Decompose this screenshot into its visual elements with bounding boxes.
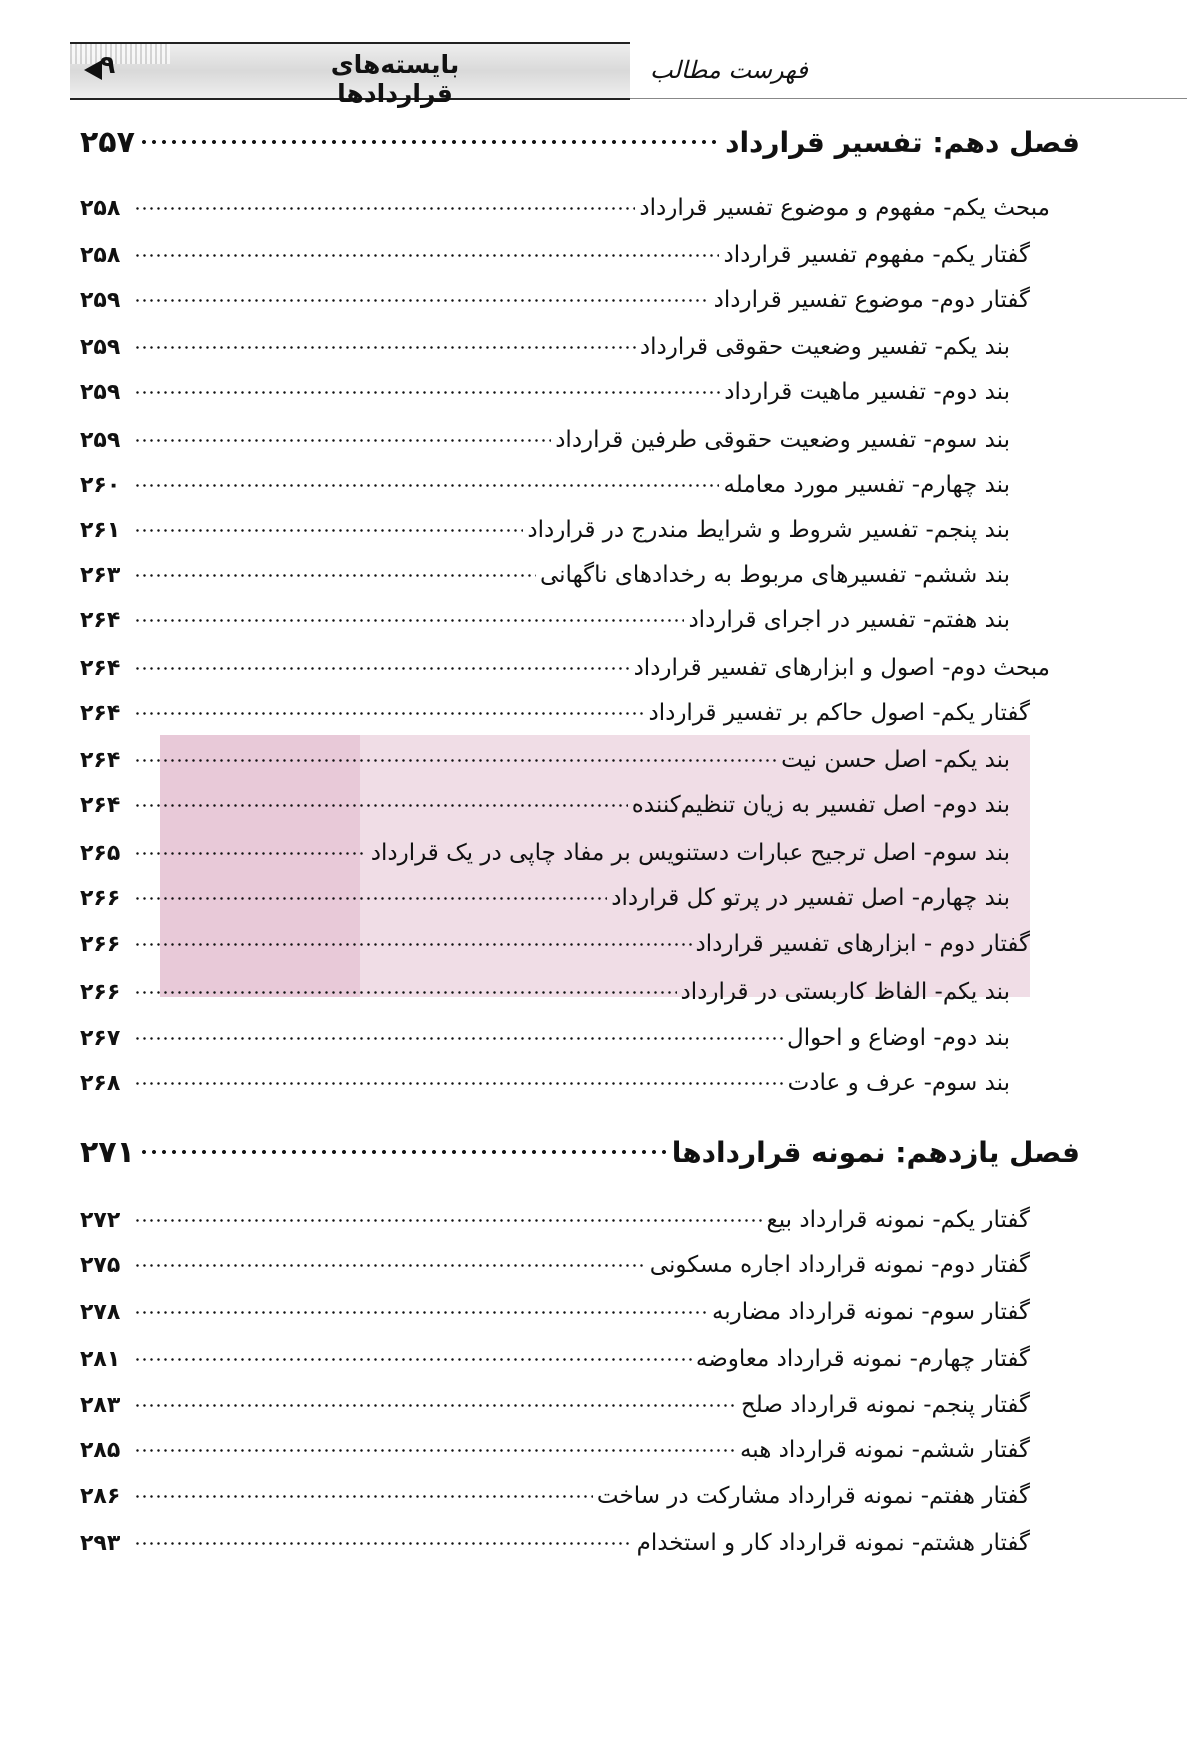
toc-entry [80, 924, 1080, 964]
dot-leader [134, 1079, 784, 1087]
entry-page-number: ۲۶۴ [80, 655, 121, 681]
dot-leader [134, 756, 777, 764]
dot-leader [134, 988, 677, 996]
toc-entry [80, 420, 1080, 460]
entry-title: گفتار دوم- موضوع تفسیر قرارداد [713, 287, 1030, 313]
toc-entry [80, 372, 1080, 412]
entry-title: گفتار سوم- نمونه قرارداد مضاربه [711, 1299, 1030, 1325]
entry-title: بند یکم- تفسیر وضعیت حقوقی قرارداد [639, 334, 1010, 360]
entry-page-number: ۲۶۳ [80, 562, 121, 588]
entry-page-number: ۲۹۳ [80, 1530, 121, 1556]
entry-page-number: ۲۸۳ [80, 1392, 121, 1418]
entry-title: بند سوم- اصل ترجیح عبارات دستنویس بر مفاد چاپی در یک قرارداد [370, 840, 1010, 866]
entry-title: گفتار یکم- نمونه قرارداد بیع [766, 1207, 1030, 1233]
entry-page-number: ۲۷۱ [80, 1134, 135, 1170]
entry-page-number: ۲۶۶ [80, 885, 121, 911]
toc-entry [80, 1018, 1080, 1058]
book-title: بایسته‌های قراردادها [330, 50, 460, 108]
page-number: ۹ [100, 50, 116, 79]
entry-page-number: ۲۶۶ [80, 979, 121, 1005]
dot-leader [134, 1355, 692, 1363]
entry-title: گفتار چهارم- نمونه قرارداد معاوضه [695, 1346, 1030, 1372]
toc-entry [80, 693, 1080, 733]
dot-leader [134, 849, 367, 857]
dot-leader [134, 1539, 633, 1547]
dot-leader [134, 571, 536, 579]
toc-entry [80, 327, 1080, 367]
dot-leader [134, 343, 636, 351]
entry-page-number: ۲۶۴ [80, 747, 121, 773]
dot-leader [134, 388, 720, 396]
entry-page-number: ۲۵۹ [80, 379, 121, 405]
entry-title: گفتار دوم - ابزارهای تفسیر قرارداد [695, 931, 1030, 957]
dot-leader [134, 436, 551, 444]
entry-title: بند یکم- اصل حسن نیت [781, 747, 1010, 773]
entry-title: فصل دهم: تفسیر قرارداد [725, 125, 1080, 159]
toc-entry [80, 1245, 1080, 1285]
entry-title: بند سوم- عرف و عادت [787, 1070, 1010, 1096]
entry-title: گفتار هفتم- نمونه قرارداد مشارکت در ساخت [596, 1483, 1030, 1509]
entry-title: بند هفتم- تفسیر در اجرای قرارداد [688, 607, 1010, 633]
entry-page-number: ۲۶۵ [80, 840, 121, 866]
entry-title: گفتار یکم- مفهوم تفسیر قرارداد [723, 242, 1030, 268]
entry-page-number: ۲۷۵ [80, 1252, 121, 1278]
chapter-heading [80, 1132, 1080, 1172]
entry-page-number: ۲۸۱ [80, 1346, 121, 1372]
dot-leader [134, 204, 635, 212]
entry-title: بند دوم- اصل تفسیر به زیان تنظیم‌کننده [631, 792, 1010, 818]
toc-entry [80, 600, 1080, 640]
entry-page-number: ۲۵۹ [80, 427, 121, 453]
dot-leader [134, 1261, 646, 1269]
dot-leader [134, 894, 607, 902]
dot-leader [134, 1401, 737, 1409]
toc-entry [80, 1339, 1080, 1379]
dot-leader [134, 251, 719, 259]
entry-page-number: ۲۶۱ [80, 517, 121, 543]
entry-page-number: ۲۵۸ [80, 242, 121, 268]
entry-page-number: ۲۵۷ [80, 124, 135, 160]
entry-title: مبحث دوم- اصول و ابزارهای تفسیر قرارداد [633, 655, 1050, 681]
entry-title: گفتار هشتم- نمونه قرارداد کار و استخدام [636, 1530, 1030, 1556]
toc-entry [80, 785, 1080, 825]
dot-leader [134, 664, 630, 672]
dot-leader [134, 296, 710, 304]
entry-page-number: ۲۶۷ [80, 1025, 121, 1051]
entry-title: بند چهارم- اصل تفسیر در پرتو کل قرارداد [611, 885, 1010, 911]
entry-title: بند پنجم- تفسیر شروط و شرایط مندرج در قرارداد [527, 517, 1010, 543]
entry-page-number: ۲۸۵ [80, 1437, 121, 1463]
entry-title: بند چهارم- تفسیر مورد معامله [723, 472, 1010, 498]
dot-leader [134, 526, 523, 534]
toc-entry [80, 1292, 1080, 1332]
toc-entry [80, 188, 1080, 228]
dot-leader [134, 1034, 783, 1042]
entry-page-number: ۲۶۸ [80, 1070, 121, 1096]
toc-entry [80, 972, 1080, 1012]
dot-leader [139, 137, 721, 147]
entry-page-number: ۲۸۶ [80, 1483, 121, 1509]
dot-leader [134, 1216, 762, 1224]
entry-page-number: ۲۶۰ [80, 472, 121, 498]
dot-leader [134, 1492, 593, 1500]
entry-title: گفتار دوم- نمونه قرارداد اجاره مسکونی [649, 1252, 1030, 1278]
running-header [0, 36, 1187, 108]
entry-title: بند دوم- اوضاع و احوال [786, 1025, 1010, 1051]
header-rule [630, 98, 1187, 99]
dot-leader [134, 1308, 708, 1316]
entry-title: بند ششم- تفسیرهای مربوط به رخدادهای ناگهانی [539, 562, 1010, 588]
entry-title: مبحث یکم- مفهوم و موضوع تفسیر قرارداد [639, 195, 1050, 221]
entry-page-number: ۲۶۴ [80, 700, 121, 726]
entry-title: گفتار پنجم- نمونه قرارداد صلح [740, 1392, 1030, 1418]
entry-page-number: ۲۶۶ [80, 931, 121, 957]
toc-entry [80, 280, 1080, 320]
toc-entry [80, 1430, 1080, 1470]
entry-title: بند سوم- تفسیر وضعیت حقوقی طرفین قرارداد [555, 427, 1010, 453]
toc-entry [80, 878, 1080, 918]
toc-entry [80, 510, 1080, 550]
chapter-heading [80, 122, 1080, 162]
entry-title: بند یکم- الفاظ کاربستی در قرارداد [680, 979, 1010, 1005]
entry-title: بند دوم- تفسیر ماهیت قرارداد [724, 379, 1010, 405]
entry-title: گفتار یکم- اصول حاکم بر تفسیر قرارداد [648, 700, 1030, 726]
entry-page-number: ۲۵۹ [80, 334, 121, 360]
toc-entry [80, 740, 1080, 780]
dot-leader [139, 1147, 668, 1157]
entry-page-number: ۲۷۲ [80, 1207, 121, 1233]
toc-entry [80, 1063, 1080, 1103]
toc-entry [80, 1476, 1080, 1516]
toc-entry [80, 465, 1080, 505]
entry-page-number: ۲۶۴ [80, 607, 121, 633]
toc-entry [80, 648, 1080, 688]
dot-leader [134, 616, 684, 624]
dot-leader [134, 481, 719, 489]
entry-page-number: ۲۷۸ [80, 1299, 121, 1325]
entry-page-number: ۲۵۸ [80, 195, 121, 221]
toc-entry [80, 833, 1080, 873]
section-title: فهرست مطالب [650, 56, 808, 84]
dot-leader [134, 940, 692, 948]
toc-entry [80, 235, 1080, 275]
toc-entry [80, 1200, 1080, 1240]
toc-entry [80, 1523, 1080, 1563]
entry-page-number: ۲۶۴ [80, 792, 121, 818]
toc-entry [80, 555, 1080, 595]
entry-title: فصل یازدهم: نمونه قراردادها [671, 1135, 1080, 1169]
dot-leader [134, 801, 628, 809]
dot-leader [134, 709, 644, 717]
entry-page-number: ۲۵۹ [80, 287, 121, 313]
toc-entry [80, 1385, 1080, 1425]
entry-title: گفتار ششم- نمونه قرارداد هبه [739, 1437, 1030, 1463]
dot-leader [134, 1446, 736, 1454]
